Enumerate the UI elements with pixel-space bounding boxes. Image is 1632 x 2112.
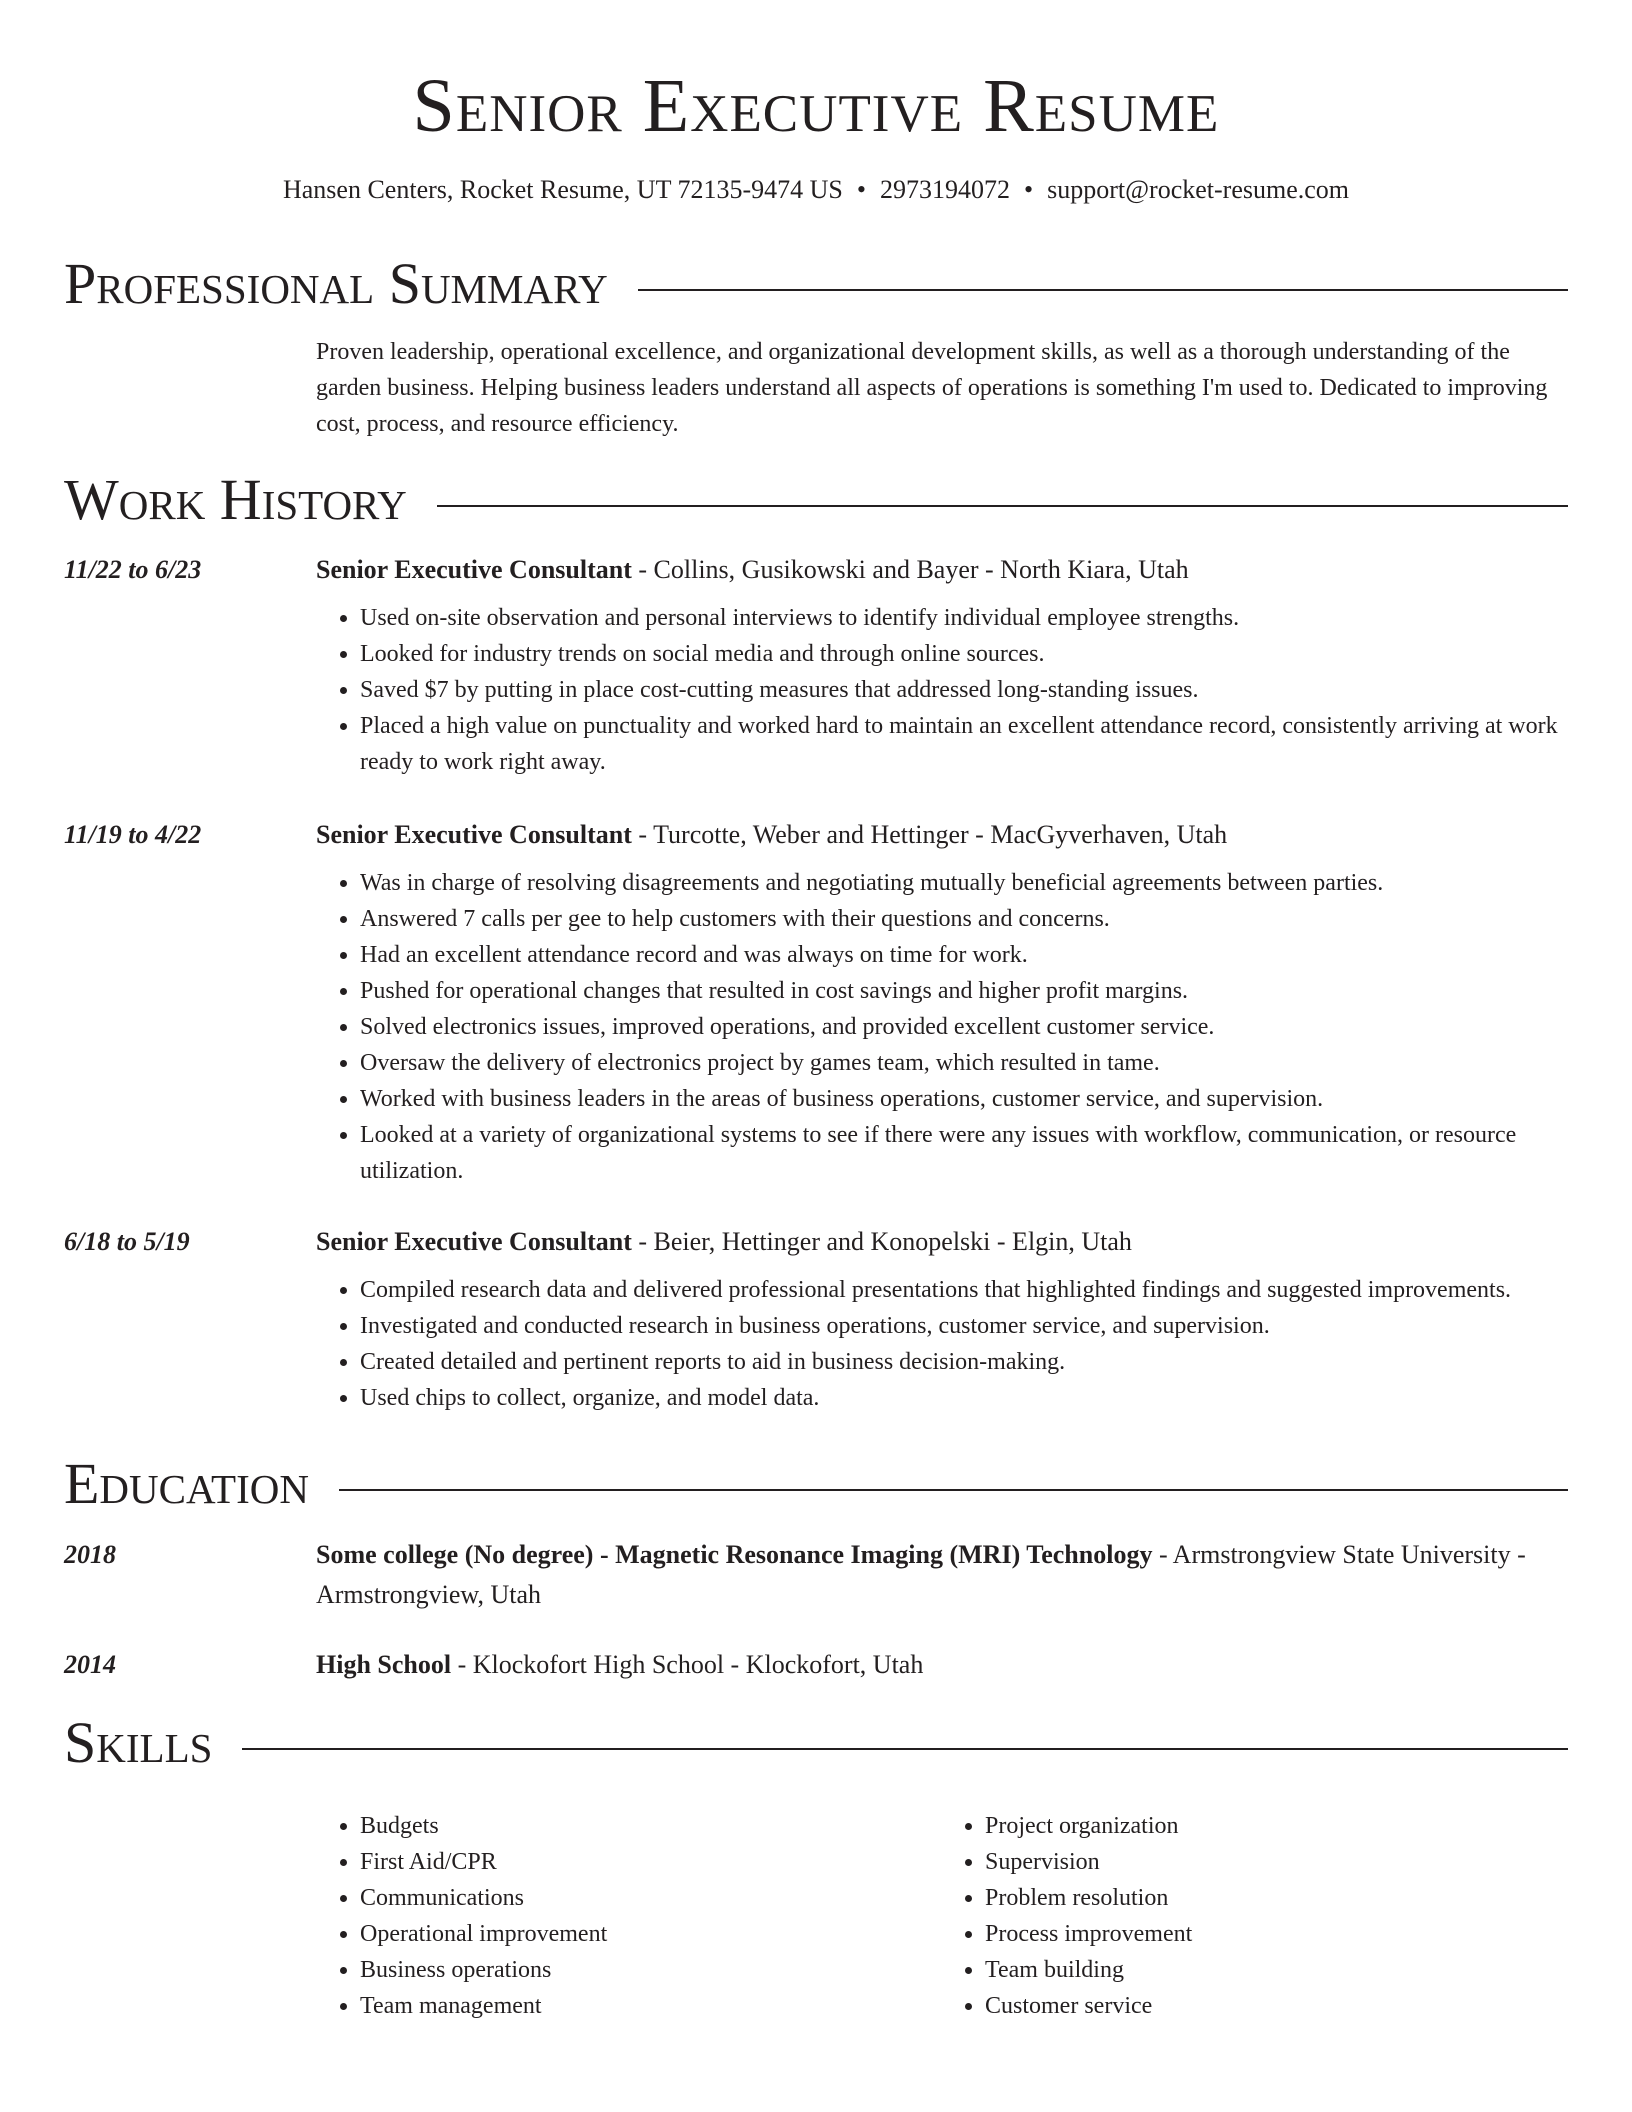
skill-item: • Operational improvement: [360, 1916, 941, 1952]
education-school: - Klockofort High School - Klockofort, Utah: [451, 1650, 924, 1679]
job-date: 11/19 to 4/22: [64, 820, 202, 849]
section-divider: [64, 1748, 1568, 1750]
job-duties-list: [316, 1272, 1572, 1416]
list-item: • Was in charge of resolving disagreements and negotiating mutually beneficial agreements between parties.: [360, 865, 1572, 901]
list-item: • Compiled research data and delivered professional presentations that highlighted findings and suggested improvements.: [360, 1272, 1572, 1308]
contact-separator: •: [856, 175, 866, 204]
section-title: Professional Summary: [64, 249, 638, 319]
skills-columns: [316, 1808, 1566, 2024]
skill-item: • Business operations: [360, 1952, 941, 1988]
education-title-line: [316, 1645, 1572, 1685]
contact-phone: 2973194072: [879, 175, 1010, 204]
job-role: Senior Executive Consultant: [316, 555, 632, 584]
education-school: - Armstrongview State University - Armstrongview, Utah: [316, 1540, 1526, 1609]
list-item: • Placed a high value on punctuality and worked hard to maintain an excellent attendance record, consistently arriving at work ready to work right away.: [360, 708, 1572, 780]
list-item: • Used on-site observation and personal interviews to identify individual employee strengths.: [360, 600, 1572, 636]
section-education: [64, 1449, 1568, 1519]
section-professional-summary: [64, 249, 1568, 319]
skills-list-right: [941, 1808, 1566, 2024]
list-item: • Investigated and conducted research in business operations, customer service, and supervision.: [360, 1308, 1572, 1344]
list-item: • Looked for industry trends on social media and through online sources.: [360, 636, 1572, 672]
education-date: 2018: [64, 1540, 116, 1569]
section-title: Skills: [64, 1708, 242, 1778]
education-entry: [64, 1535, 1568, 1615]
section-title: Work History: [64, 465, 437, 535]
list-item: • Solved electronics issues, improved operations, and provided excellent customer service.: [360, 1009, 1572, 1045]
job-entry: [64, 1222, 1568, 1416]
list-item: • Had an excellent attendance record and was always on time for work.: [360, 937, 1572, 973]
contact-line: [0, 172, 1632, 208]
skill-item: • Communications: [360, 1880, 941, 1916]
job-date: 6/18 to 5/19: [64, 1227, 190, 1256]
skill-item: • Budgets: [360, 1808, 941, 1844]
skill-item: • Supervision: [985, 1844, 1566, 1880]
skill-item: • Customer service: [985, 1988, 1566, 2024]
summary-text: Proven leadership, operational excellence, and organizational development skills, as well as a thorough understanding of the garden business. Helping business leaders understand all aspects of operations is something I'm used to. Dedicated to improving cost, process, and resource efficiency.: [316, 339, 1548, 437]
education-date: 2014: [64, 1650, 116, 1679]
job-title-line: [316, 550, 1572, 590]
list-item: • Pushed for operational changes that resulted in cost savings and higher profit margins.: [360, 973, 1572, 1009]
resume-title: Senior Executive Resume: [412, 64, 1220, 148]
section-work-history: [64, 465, 1568, 535]
contact-email: support@rocket-resume.com: [1047, 175, 1350, 204]
job-entry: [64, 550, 1568, 780]
job-entry: [64, 815, 1568, 1189]
education-title-line: [316, 1535, 1572, 1615]
skill-item: • Problem resolution: [985, 1880, 1566, 1916]
list-item: • Worked with business leaders in the areas of business operations, customer service, and supervision.: [360, 1081, 1572, 1117]
job-employer: - Collins, Gusikowski and Bayer - North Kiara, Utah: [631, 555, 1189, 584]
job-title-line: [316, 815, 1572, 855]
list-item: • Answered 7 calls per gee to help customers with their questions and concerns.: [360, 901, 1572, 937]
contact-address: Hansen Centers, Rocket Resume, UT 72135-9474 US: [282, 175, 843, 204]
contact-separator: •: [1023, 175, 1034, 204]
education-entry: [64, 1645, 1568, 1685]
skill-item: • Process improvement: [985, 1916, 1566, 1952]
job-duties-list: [316, 865, 1572, 1189]
list-item: • Oversaw the delivery of electronics project by games team, which resulted in tame.: [360, 1045, 1572, 1081]
education-degree: High School: [316, 1650, 452, 1679]
section-title: Education: [64, 1449, 339, 1519]
job-date: 11/22 to 6/23: [64, 555, 202, 584]
section-skills: [64, 1708, 1568, 1778]
skill-item: • Project organization: [985, 1808, 1566, 1844]
list-item: • Used chips to collect, organize, and model data.: [360, 1380, 1572, 1416]
skills-list-left: [316, 1808, 941, 2024]
list-item: • Looked at a variety of organizational systems to see if there were any issues with workflow, communication, or resource utilization.: [360, 1117, 1572, 1189]
job-duties-list: [316, 600, 1572, 780]
job-employer: - Turcotte, Weber and Hettinger - MacGyverhaven, Utah: [631, 820, 1228, 849]
skill-item: • Team management: [360, 1988, 941, 2024]
job-role: Senior Executive Consultant: [316, 1227, 632, 1256]
skill-item: • First Aid/CPR: [360, 1844, 941, 1880]
skill-item: • Team building: [985, 1952, 1566, 1988]
education-degree: Some college (No degree) - Magnetic Resonance Imaging (MRI) Technology: [316, 1540, 1153, 1569]
list-item: • Created detailed and pertinent reports to aid in business decision-making.: [360, 1344, 1572, 1380]
job-role: Senior Executive Consultant: [316, 820, 632, 849]
list-item: • Saved $7 by putting in place cost-cutting measures that addressed long-standing issues.: [360, 672, 1572, 708]
job-employer: - Beier, Hettinger and Konopelski - Elgin, Utah: [631, 1227, 1132, 1256]
job-title-line: [316, 1222, 1572, 1262]
